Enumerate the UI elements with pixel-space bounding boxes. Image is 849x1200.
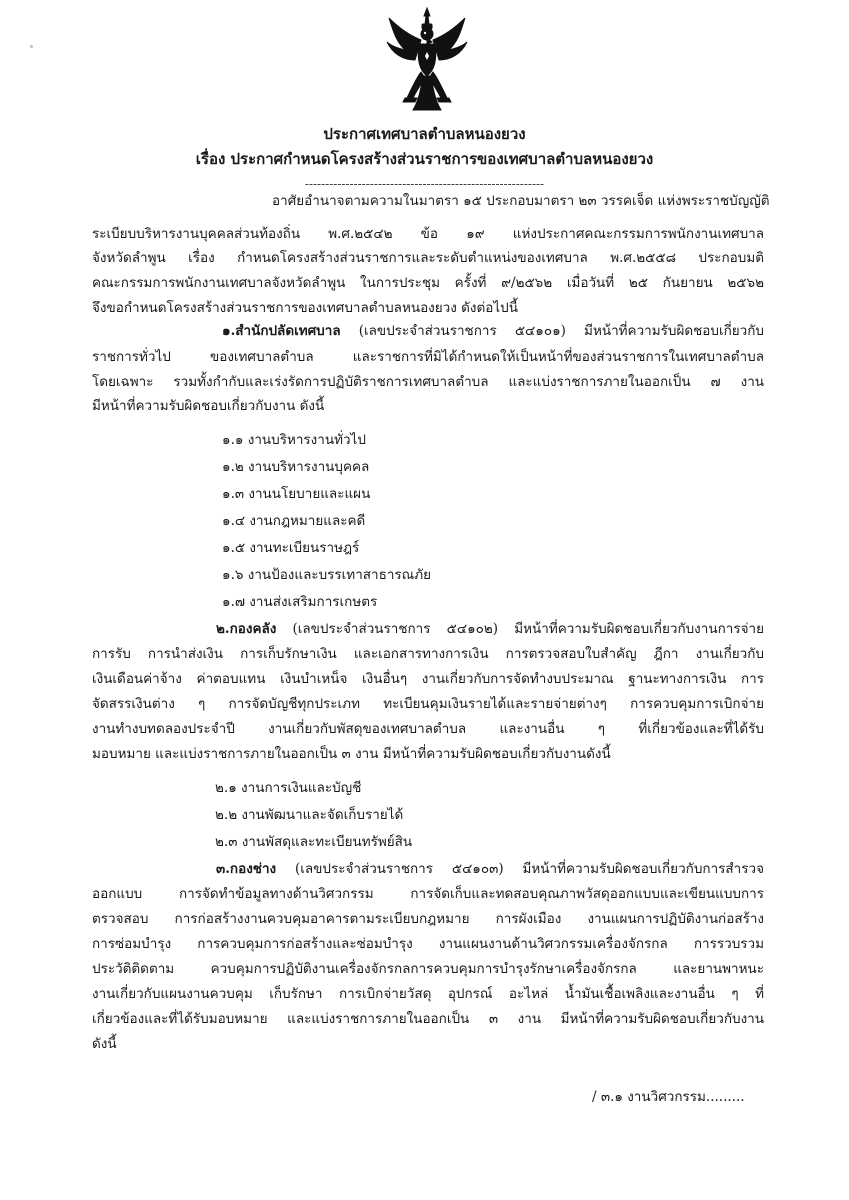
- section1-item: ๑.๓ งานนโยบายและแผน: [222, 486, 371, 502]
- section3-heading: ๓.กองช่าง: [216, 861, 277, 877]
- section3-first-text: (เลขประจำส่วนราชการ ๕๔๑๐๓) มีหน้าที่ความรับผิดชอบเกี่ยวกับการสำรวจ: [276, 861, 764, 877]
- section1-first-text: (เลขประจำส่วนราชการ ๕๔๑๐๑) มีหน้าที่ความรับผิดชอบเกี่ยวกับ: [340, 323, 764, 339]
- garuda-emblem-icon: [383, 6, 471, 114]
- scan-speck: [30, 45, 33, 48]
- title-divider: -----------------------------------------------------------: [304, 177, 545, 191]
- section2-item: ๒.๒ งานพัฒนาและจัดเก็บรายได้: [215, 807, 404, 823]
- section2-line: มอบหมาย และแบ่งราชการภายในออกเป็น ๓ งาน มีหน้าที่ความรับผิดชอบเกี่ยวกับงานดังนี้: [92, 746, 611, 762]
- section2-first-text: (เลขประจำส่วนราชการ ๕๔๑๐๒) มีหน้าที่ความรับผิดชอบเกี่ยวกับงานการจ่าย: [276, 621, 764, 637]
- page-continuation: / ๓.๑ งานวิศวกรรม.........: [592, 1089, 745, 1105]
- section2-heading: ๒.กองคลัง: [216, 621, 277, 637]
- section2-line: จัดสรรเงินต่าง ๆ การจัดบัญชีทุกประเภท ทะเบียนคุมเงินรายได้และรายจ่ายต่างๆ การควบคุมการเบิกจ่าย: [92, 696, 764, 712]
- section1-item: ๑.๑ งานบริหารงานทั่วไป: [222, 432, 366, 448]
- section2-line: งานทำงบทดลองประจำปี งานเกี่ยวกับพัสดุของเทศบาลตำบล และงานอื่น ๆ ที่เกี่ยวข้องและที่ได้รับ: [92, 721, 764, 737]
- section3-line: ประวัติติดตาม ควบคุมการปฏิบัติงานเครื่องจักรกลการควบคุมการบำรุงรักษาเครื่องจักรกล และยานพาหนะ: [92, 961, 764, 977]
- intro-line: จังหวัดลำพูน เรื่อง กำหนดโครงสร้างส่วนราชการและระดับตำแหน่งของเทศบาล พ.ศ.๒๕๕๘ ประกอบมติ: [92, 250, 764, 266]
- section2-line: การรับ การนำส่งเงิน การเก็บรักษาเงิน และเอกสารทางการเงิน การตรวจสอบใบสำคัญ ฎีกา งานเกี่ยวกับ: [92, 646, 764, 662]
- intro-line: คณะกรรมการพนักงานเทศบาลจังหวัดลำพูน ในการประชุม ครั้งที่ ๙/๒๕๖๒ เมื่อวันที่ ๒๕ กันยายน ๒๕๖๒: [92, 275, 764, 291]
- section3-first-line: [216, 860, 764, 878]
- section2-first-line: [216, 620, 764, 638]
- section3-line: งานเกี่ยวกับแผนงานควบคุม เก็บรักษา การเบิกจ่ายวัสดุ อุปกรณ์ อะไหล่ น้ำมันเชื้อเพลิงและงานอื่น ๆ ที่: [92, 986, 764, 1002]
- section1-line: มีหน้าที่ความรับผิดชอบเกี่ยวกับงาน ดังนี้: [92, 398, 325, 414]
- section1-line: ราชการทั่วไป ของเทศบาลตำบล และราชการที่มิได้กำหนดให้เป็นหน้าที่ของส่วนราชการในเทศบาลตำบล: [92, 349, 764, 365]
- section3-line: การซ่อมบำรุง การควบคุมการก่อสร้างและซ่อมบำรุง งานแผนงานด้านวิศวกรรมเครื่องจักรกล การรวบรวม: [92, 936, 764, 952]
- section1-item: ๑.๕ งานทะเบียนราษฎร์: [222, 540, 360, 556]
- section2-item: ๒.๑ งานการเงินและบัญชี: [215, 780, 362, 796]
- intro-line: อาศัยอำนาจตามความในมาตรา ๑๕ ประกอบมาตรา ๒๓ วรรคเจ็ด แห่งพระราชบัญญัติ: [272, 193, 770, 209]
- section1-item: ๑.๒ งานบริหารงานบุคคล: [222, 459, 370, 475]
- section1-item: ๑.๗ งานส่งเสริมการเกษตร: [222, 594, 378, 610]
- section2-item: ๒.๓ งานพัสดุและทะเบียนทรัพย์สิน: [215, 834, 413, 850]
- notice-title: ประกาศเทศบาลตำบลหนองยวง: [323, 125, 526, 143]
- section3-line: ดังนี้: [92, 1036, 117, 1052]
- section3-line: ออกแบบ การจัดทำข้อมูลทางด้านวิศวกรรม การจัดเก็บและทดสอบคุณภาพวัสดุออกแบบและเขียนแบบการ: [92, 886, 764, 902]
- intro-line: จึงขอกำหนดโครงสร้างส่วนราชการของเทศบาลตำบลหนองยวง ดังต่อไปนี้: [92, 300, 518, 316]
- intro-line: ระเบียบบริหารงานบุคคลส่วนท้องถิ่น พ.ศ.๒๕๔๒ ข้อ ๑๙ แห่งประกาศคณะกรรมการพนักงานเทศบาล: [92, 226, 764, 242]
- section1-item: ๑.๖ งานป้องและบรรเทาสาธารณภัย: [222, 567, 432, 583]
- notice-subject: เรื่อง ประกาศกำหนดโครงสร้างส่วนราชการของเทศบาลตำบลหนองยวง: [195, 150, 654, 168]
- section1-first-line: [222, 322, 764, 340]
- section1-item: ๑.๔ งานกฎหมายและคดี: [222, 513, 366, 529]
- section3-line: ตรวจสอบ การก่อสร้างงานควบคุมอาคารตามระเบียบกฎหมาย การผังเมือง งานแผนการปฏิบัติงานก่อสร้าง: [92, 911, 764, 927]
- section1-heading: ๑.สำนักปลัดเทศบาล: [222, 323, 341, 339]
- section3-line: เกี่ยวข้องและที่ได้รับมอบหมาย และแบ่งราชการภายในออกเป็น ๓ งาน มีหน้าที่ความรับผิดชอบเกี่ยวกับงาน: [92, 1011, 764, 1027]
- section1-line: โดยเฉพาะ รวมทั้งกำกับและเร่งรัดการปฏิบัติราชการเทศบาลตำบล และแบ่งราชการภายในออกเป็น ๗ งาน: [92, 374, 764, 390]
- section2-line: เงินเดือนค่าจ้าง ค่าตอบแทน เงินบำเหน็จ เงินอื่นๆ งานเกี่ยวกับการจัดทำงบประมาณ ฐานะทางการเงิน การ: [92, 671, 764, 687]
